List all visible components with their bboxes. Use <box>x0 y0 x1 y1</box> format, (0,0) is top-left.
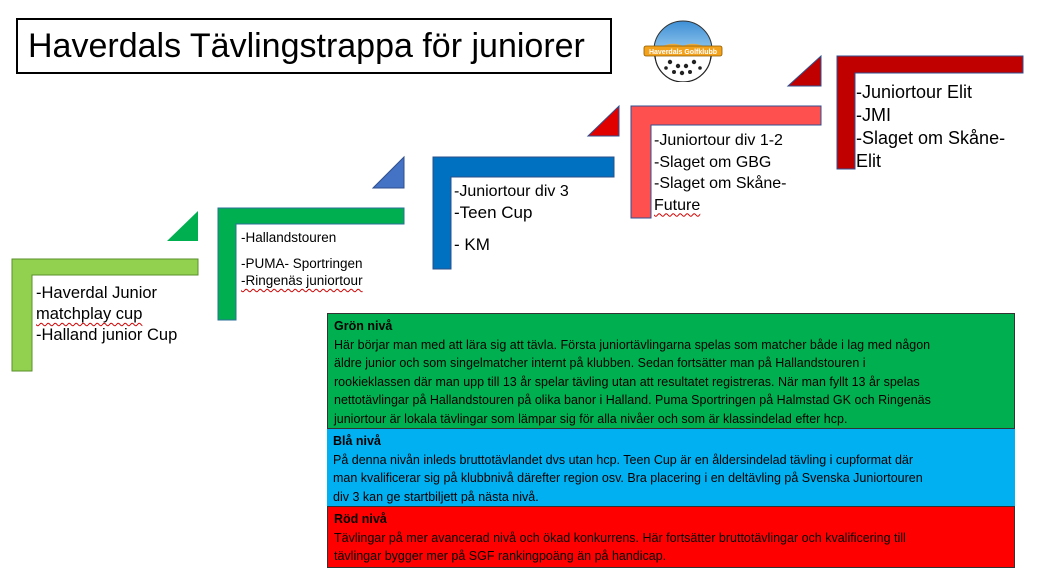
blue-level-box <box>327 429 1015 506</box>
green-level-heading: Grön nivå <box>334 319 393 333</box>
step-2-line: -PUMA- Sportringen <box>241 256 363 271</box>
red-level-line: tävlingar bygger mer på SGF rankingpoäng än på handicap. <box>334 549 667 563</box>
red-level-box <box>327 506 1015 568</box>
blue-level-line: På denna nivån inleds bruttotävlandet dvs utan hcp. Teen Cup är en åldersindelad tävling i cupformat där <box>333 452 914 467</box>
step-1-line: matchplay cup <box>36 305 143 323</box>
step-4-line: -Slaget om Skåne- <box>654 175 787 192</box>
step-5-line: -Slaget om Skåne- <box>856 128 1006 148</box>
step-2-line: -Ringenäs juniortour <box>241 273 363 288</box>
step-1-text <box>36 283 177 346</box>
step-5-line: -Juniortour Elit <box>856 82 973 102</box>
step-2-line: -Hallandstouren <box>241 230 337 245</box>
green-level-line: rookieklassen där man upp till 13 år spelar tävling utan att resultatet registreras. När man fyllt 13 år spelas <box>334 374 920 389</box>
step-3-arrow <box>588 106 619 136</box>
green-level-line: nettotävlingar på Hallandstouren på olika banor i Halland. Puma Sportringen på Halmstad GK och Ringenäs <box>334 393 931 407</box>
step-1-line: -Haverdal Junior <box>36 284 158 302</box>
step-3-line: -Teen Cup <box>454 203 533 222</box>
logo-text: Haverdals Golfklubb <box>648 49 718 56</box>
page-title: Haverdals Tävlingstrappa för juniorer <box>16 18 612 74</box>
red-level-heading: Röd nivå <box>334 512 387 526</box>
step-1-arrow <box>167 211 198 241</box>
blue-level-line: man kvalificerar sig på klubbnivå därefter region osv. Bra placering i en deltävling på Svenska Juniortouren <box>333 471 923 485</box>
step-4-line: Future <box>654 196 701 214</box>
step-4-arrow <box>788 56 821 86</box>
blue-level-line: div 3 kan ge startbiljett på nästa nivå. <box>333 489 539 504</box>
green-level-line: äldre junior och som singelmatcher internt på klubben. Sedan fortsätter man på Hallandstouren i <box>334 356 866 370</box>
green-level-box <box>327 313 1015 429</box>
step-5-line: -JMI <box>856 105 891 125</box>
red-level-line: Tävlingar på mer avancerad nivå och ökad konkurrens. Här fortsätter bruttotävlingar och kvalificering till <box>334 530 906 545</box>
step-4-line: -Juniortour div 1-2 <box>654 132 783 149</box>
green-level-line: juniortour är lokala tävlingar som lämpar sig för alla nivåer och som är klassindelad efter hcp. <box>334 411 848 426</box>
step-3-line: - KM <box>454 235 490 254</box>
step-4-line: -Slaget om GBG <box>654 153 772 171</box>
step-5-line: Elit <box>856 151 882 171</box>
step-5-text <box>856 81 1005 173</box>
step-4-text <box>654 130 787 216</box>
step-3-line: -Juniortour div 3 <box>454 183 569 200</box>
step-1-line: -Halland junior Cup <box>36 326 178 344</box>
blue-level-heading: Blå nivå <box>333 434 381 448</box>
step-2-arrow <box>373 157 404 188</box>
step-2-text <box>241 230 363 288</box>
green-level-line: Här börjar man med att lära sig att tävla. Första juniortävlingarna spelas som matcher både i lag med någon <box>334 337 931 352</box>
step-3-text <box>454 181 569 256</box>
